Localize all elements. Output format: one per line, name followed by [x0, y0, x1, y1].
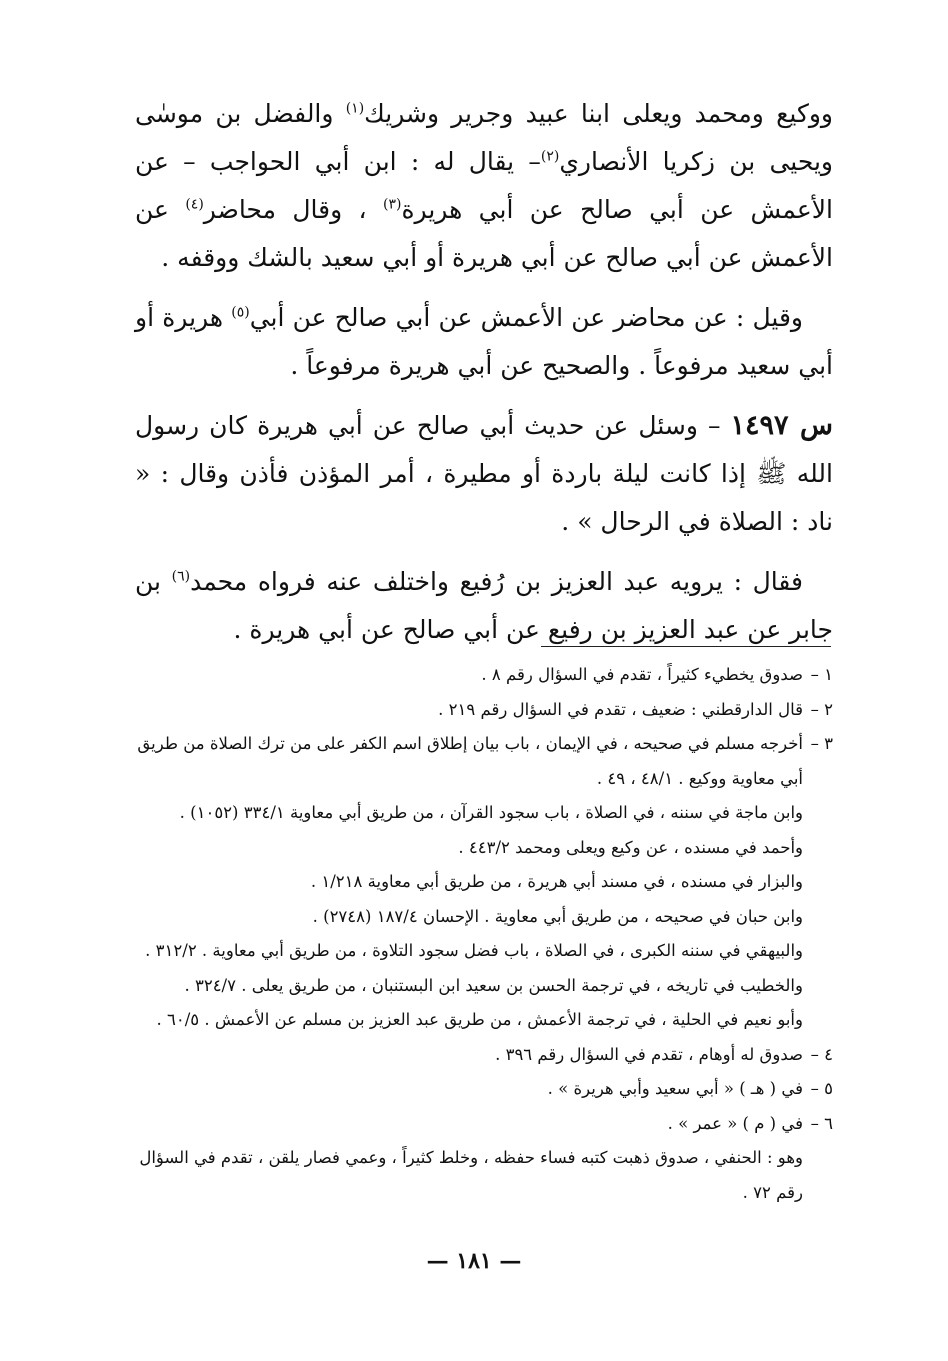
page-number: — ١٨١ —: [426, 1248, 522, 1274]
footnote-ref-5[interactable]: (٥): [231, 304, 250, 321]
footnote-number: ١ –: [810, 665, 833, 684]
main-text: [135, 90, 833, 666]
footnote-number: ٢ –: [810, 699, 833, 719]
footnote-3-line: وأبو نعيم في الحلية ، في ترجمة الأعمش ، من طريق عبد العزيز بن مسلم عن الأعمش . ٦٠/٥ .: [156, 1010, 803, 1029]
text-run: ، وقال محاضر: [203, 195, 383, 224]
text-run: عن الأعمش عن أبي صالح عن أبي هريرة أو أبي سعيد بالشك ووقفه .: [135, 195, 833, 272]
paragraph-1: [135, 90, 833, 282]
footnotes: [135, 658, 833, 1210]
text-run: بن جابر عن عبد العزيز بن رفيع عن أبي صالح عن أبي هريرة .: [135, 567, 833, 644]
footnote-3-line: والخطيب في تاريخه ، في ترجمة الحسن بن سعيد ابن البستنبان ، من طريق يعلى . ٣٢٤/٧ .: [184, 975, 803, 995]
text-run: وقيل : عن محاضر عن الأعمش عن أبي صالح عن أبي: [249, 303, 803, 332]
footnote-ref-6[interactable]: (٦): [171, 568, 191, 585]
text-run: – يقال له : ابن أبي الحواجب – عن الأعمش عن أبي صالح عن أبي هريرة: [135, 147, 833, 224]
footnote-2: [135, 693, 833, 728]
footnote-ref-2[interactable]: (٢): [540, 148, 560, 165]
question-number: س ١٤٩٧: [730, 410, 834, 441]
footnote-text: أخرجه مسلم في صحيحه ، في الإيمان ، باب بيان إطلاق اسم الكفر على من ترك الصلاة من طريق أبي معاوية ووكيع . ٤٨/١ ، ٤٩ .: [137, 734, 803, 788]
footnote-4: [135, 1038, 833, 1073]
answer-paragraph: [135, 558, 833, 654]
footnote-text: في ( هـ ) « أبي سعيد وأبي هريرة » .: [547, 1079, 803, 1098]
footnote-text: في ( م ) « عمر » .: [667, 1113, 803, 1133]
footnote-number: ٣ –: [810, 734, 833, 753]
footnote-ref-1[interactable]: (١): [345, 100, 365, 117]
footnote-3-line: وأحمد في مسنده ، عن وكيع ويعلى ومحمد ٤٤٣/٢ .: [458, 837, 803, 857]
footnote-5: [135, 1072, 833, 1107]
text-run: ووكيع ومحمد ويعلى ابنا عبيد وجرير وشريك: [364, 99, 833, 128]
footnote-number: ٤ –: [810, 1044, 833, 1064]
footnote-ref-3[interactable]: (٣): [382, 196, 402, 213]
footnote-3-line: والبزار في مسنده ، في مسند أبي هريرة ، من طريق أبي معاوية ١/٢١٨ .: [310, 872, 803, 891]
text-run: والفضل بن موسٰى ويحيى بن زكريا الأنصاري: [135, 99, 833, 176]
footnote-6: [135, 1107, 833, 1142]
question-text: – وسئل عن حديث أبي صالح عن أبي هريرة كان رسول الله ﷺ إذا كانت ليلة باردة أو مطيرة ، أمر المؤذن فأذن وقال : « ناد : الصلاة في الرحال » .: [135, 411, 833, 536]
footnote-number: ٦ –: [810, 1113, 833, 1133]
question-paragraph: [135, 402, 833, 546]
footnote-6-line: وهو : الحنفي ، صدوق ذهبت كتبه فساء حفظه ، وخلط كثيراً ، وعمي فصار يلقن ، تقدم في السؤال رقم ٧٢ .: [139, 1148, 803, 1202]
footnote-text: صدوق يخطيء كثيراً ، تقدم في السؤال رقم ٨ .: [481, 665, 803, 684]
footnote-1: [135, 658, 833, 693]
footnote-3-line: والبيهقي في سننه الكبرى ، في الصلاة ، باب فضل سجود التلاوة ، من طريق أبي معاوية . ٣١٢/٢ .: [145, 941, 803, 960]
footnote-separator: [541, 646, 831, 647]
footnote-ref-4[interactable]: (٤): [185, 196, 204, 213]
text-run: هريرة أو أبي سعيد مرفوعاً . والصحيح عن أبي هريرة مرفوعاً .: [135, 303, 833, 380]
paragraph-2: [135, 294, 833, 390]
footnote-3: [135, 727, 833, 796]
footnote-3-line: وابن ماجة في سننه ، في الصلاة ، باب سجود القرآن ، من طريق أبي معاوية ٣٣٤/١ (١٠٥٢) .: [179, 803, 803, 822]
footnote-3-line: وابن حبان في صحيحه ، من طريق أبي معاوية . الإحسان ١٨٧/٤ (٢٧٤٨) .: [312, 906, 803, 926]
text-run: فقال : يرويه عبد العزيز بن رُفيع واختلف عنه فرواه محمد: [190, 567, 803, 596]
footnote-number: ٥ –: [810, 1079, 833, 1098]
footnote-text: قال الدارقطني : ضعيف ، تقدم في السؤال رقم ٢١٩ .: [438, 699, 803, 719]
footnote-text: صدوق له أوهام ، تقدم في السؤال رقم ٣٩٦ .: [495, 1044, 803, 1064]
